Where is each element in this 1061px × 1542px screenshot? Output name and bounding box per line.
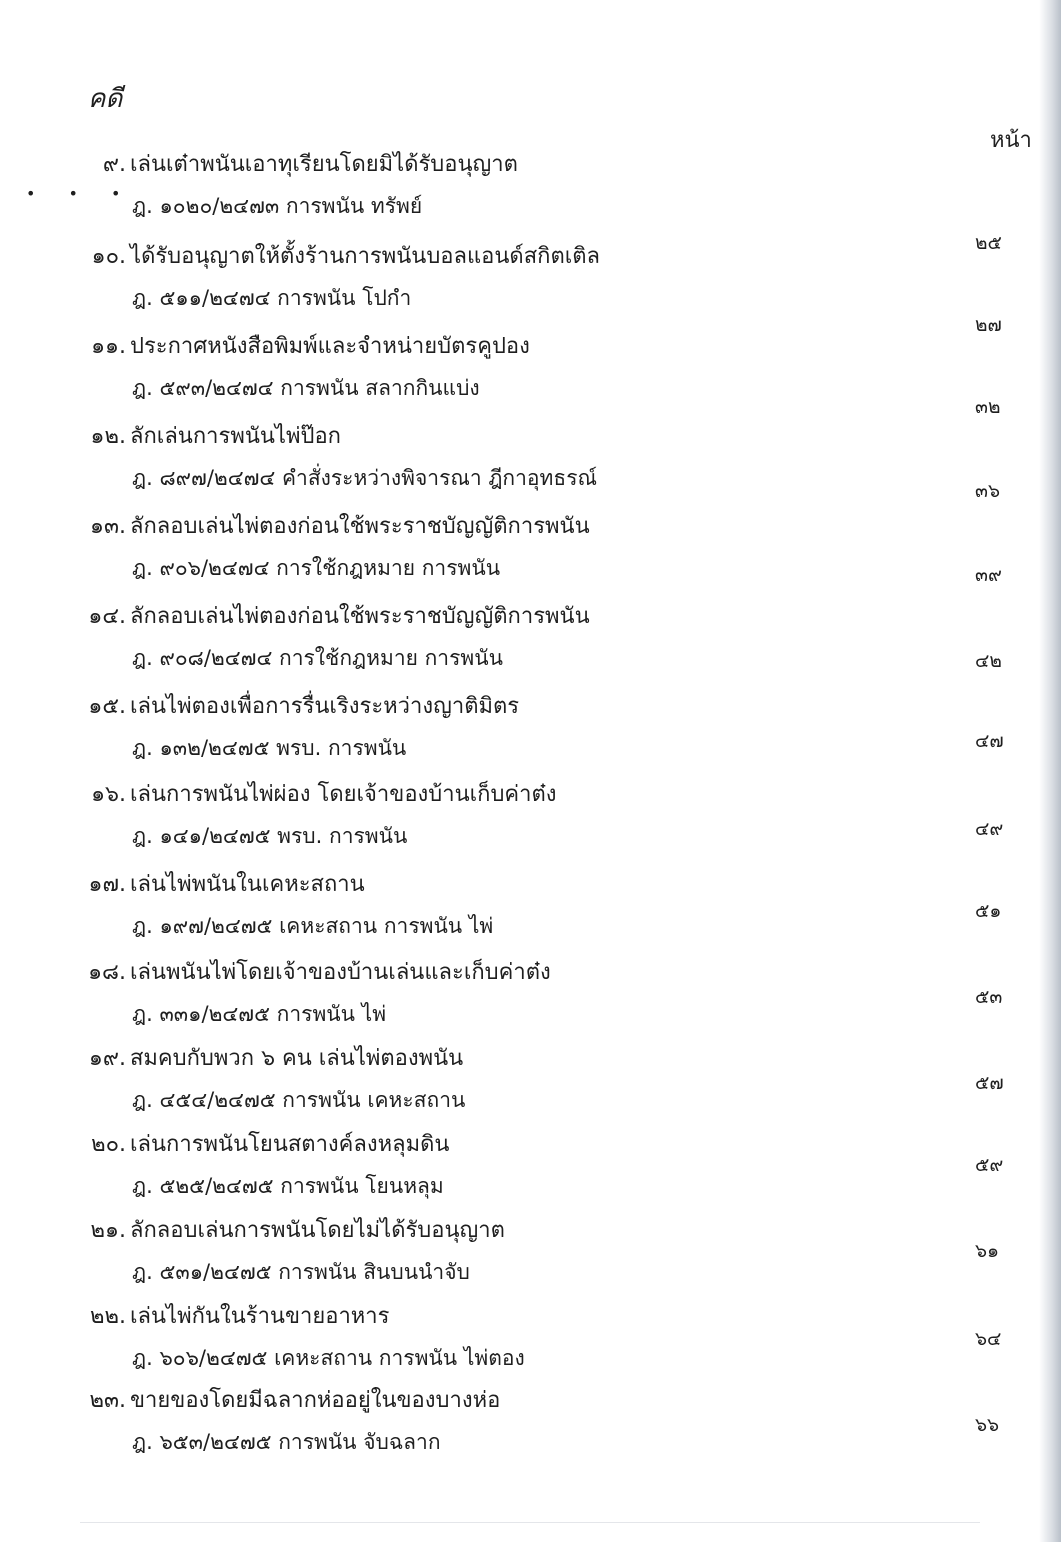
entry-page-number: ๖๖ [975,1414,1000,1436]
toc-entry [0,1040,1061,1130]
entry-title: ประกาศหนังสือพิมพ์และจำหน่ายบัตรคูปอง [130,334,530,359]
entry-page-number: ๓๖ [975,480,1001,502]
entry-title: เล่นไพ่พนันในเคหะสถาน [130,872,365,897]
entry-number: ๑๒. [90,424,126,449]
toc-entry [0,688,1061,778]
entry-reference: ฎ. ๕๒๕/๒๔๗๕ การพนัน โยนหลุม [132,1174,444,1198]
entry-reference: ฎ. ๑๙๗/๒๔๗๕ เคหะสถาน การพนัน ไพ่ [132,914,494,938]
entry-title: ลักเล่นการพนันไพ่ป๊อก [130,424,341,449]
entry-number: ๙. [102,152,126,177]
entry-reference: ฎ. ๕๑๑/๒๔๗๔ การพนัน โปกำ [132,286,412,310]
entry-title: เล่นไพ่ตองเพื่อการรื่นเริงระหว่างญาติมิตร [130,694,520,719]
entry-reference: ฎ. ๖๐๖/๒๔๗๕ เคหะสถาน การพนัน ไพ่ตอง [132,1346,525,1370]
entry-title: ลักลอบเล่นไพ่ตองก่อนใช้พระราชบัญญัติการพนัน [130,514,590,539]
entry-title: ลักลอบเล่นไพ่ตองก่อนใช้พระราชบัญญัติการพนัน [130,604,590,629]
entry-page-number: ๒๗ [975,314,1002,336]
entry-number: ๑๗. [88,872,126,897]
toc-entry [0,598,1061,688]
entry-page-number: ๓๙ [975,564,1002,586]
toc-entry [0,238,1061,336]
entry-number: ๑๘. [88,960,126,985]
entry-reference: ฎ. ๙๐๖/๒๔๗๔ การใช้กฎหมาย การพนัน [132,556,501,580]
entry-number: ๒๒. [90,1304,126,1329]
entry-title: ได้รับอนุญาตให้ตั้งร้านการพนันบอลแอนด์สกิตเติล [130,244,601,269]
entry-page-number: ๖๑ [975,1240,1000,1262]
entry-number: ๑๕. [88,694,126,719]
toc-entry [0,146,1061,254]
entry-reference: ฎ. ๖๕๓/๒๔๗๕ การพนัน จับฉลาก [132,1430,441,1454]
entry-reference: ฎ. ๘๙๗/๒๔๗๔ คำสั่งระหว่างพิจารณา ฎีกาอุทธรณ์ [132,466,597,490]
entry-number: ๑๔. [88,604,126,629]
entry-reference: ฎ. ๕๙๓/๒๔๗๔ การพนัน สลากกินแบ่ง [132,376,480,400]
entry-page-number: ๔๒ [975,650,1002,672]
toc-entry [0,1382,1061,1472]
toc-entry [0,866,1061,956]
toc-entry [0,328,1061,418]
entry-number: ๑๓. [90,514,126,539]
entry-page-number: ๕๗ [975,1072,1004,1094]
entry-page-number: ๔๗ [975,730,1004,752]
entry-number: ๒๑. [90,1218,126,1243]
entry-number: ๒๐. [91,1132,126,1157]
toc-entry [0,1212,1061,1302]
entry-page-number: ๓๒ [975,396,1001,418]
toc-entry [0,418,1061,508]
entry-reference: ฎ. ๓๓๑/๒๔๗๕ การพนัน ไพ่ [132,1002,387,1026]
entry-title: ขายของโดยมีฉลากห่ออยู่ในของบางห่อ [130,1388,501,1413]
entry-reference: ฎ. ๔๕๔/๒๔๗๕ การพนัน เคหะสถาน [132,1088,466,1112]
entry-title: เล่นการพนันไพ่ผ่อง โดยเจ้าของบ้านเก็บค่าต๋ง [130,782,557,807]
entry-title: ลักลอบเล่นการพนันโดยไม่ได้รับอนุญาต [130,1218,505,1243]
toc-entry [0,954,1061,1044]
entry-reference: ฎ. ๕๓๑/๒๔๗๕ การพนัน สินบนนำจับ [132,1260,470,1284]
entry-title: เล่นไพ่กันในร้านขายอาหาร [130,1304,390,1329]
toc-entry [0,508,1061,598]
entry-number: ๑๖. [91,782,126,807]
entry-title: เล่นการพนันโยนสตางค์ลงหลุมดิน [130,1132,450,1157]
entry-number: ๑๐. [91,244,126,269]
entry-page-number: ๔๙ [975,818,1004,840]
entry-reference: ฎ. ๑๐๒๐/๒๔๗๓ การพนัน ทรัพย์ [132,194,423,218]
entry-reference: ฎ. ๙๐๘/๒๔๗๔ การใช้กฎหมาย การพนัน [132,646,503,670]
page-column-heading: หน้า [990,128,1032,153]
entry-reference: ฎ. ๑๔๑/๒๔๗๕ พรบ. การพนัน [132,824,408,848]
entry-title: เล่นเต๋าพนันเอาทุเรียนโดยมิได้รับอนุญาต [130,152,518,177]
toc-entry [0,776,1061,866]
entry-page-number: ๖๔ [975,1328,1002,1350]
entry-number: ๒๓. [89,1388,126,1413]
entry-number: ๑๙. [88,1046,126,1071]
entry-page-number: ๕๑ [975,900,1002,922]
stray-marks: • • • [26,184,135,203]
entry-page-number: ๒๕ [975,232,1002,254]
entry-title: เล่นพนันไพ่โดยเจ้าของบ้านเล่นและเก็บค่าต๋ง [130,960,551,985]
entry-number: ๑๑. [91,334,126,359]
toc-entry [0,1126,1061,1216]
bottom-edge-line [80,1522,980,1523]
entry-title: สมคบกับพวก ๖ คน เล่นไพ่ตองพนัน [130,1046,464,1071]
entry-page-number: ๕๙ [975,1154,1004,1176]
cases-heading: คดี [88,84,123,114]
entry-reference: ฎ. ๑๓๒/๒๔๗๕ พรบ. การพนัน [132,736,407,760]
entry-page-number: ๕๓ [975,986,1003,1008]
toc-entry [0,1298,1061,1388]
